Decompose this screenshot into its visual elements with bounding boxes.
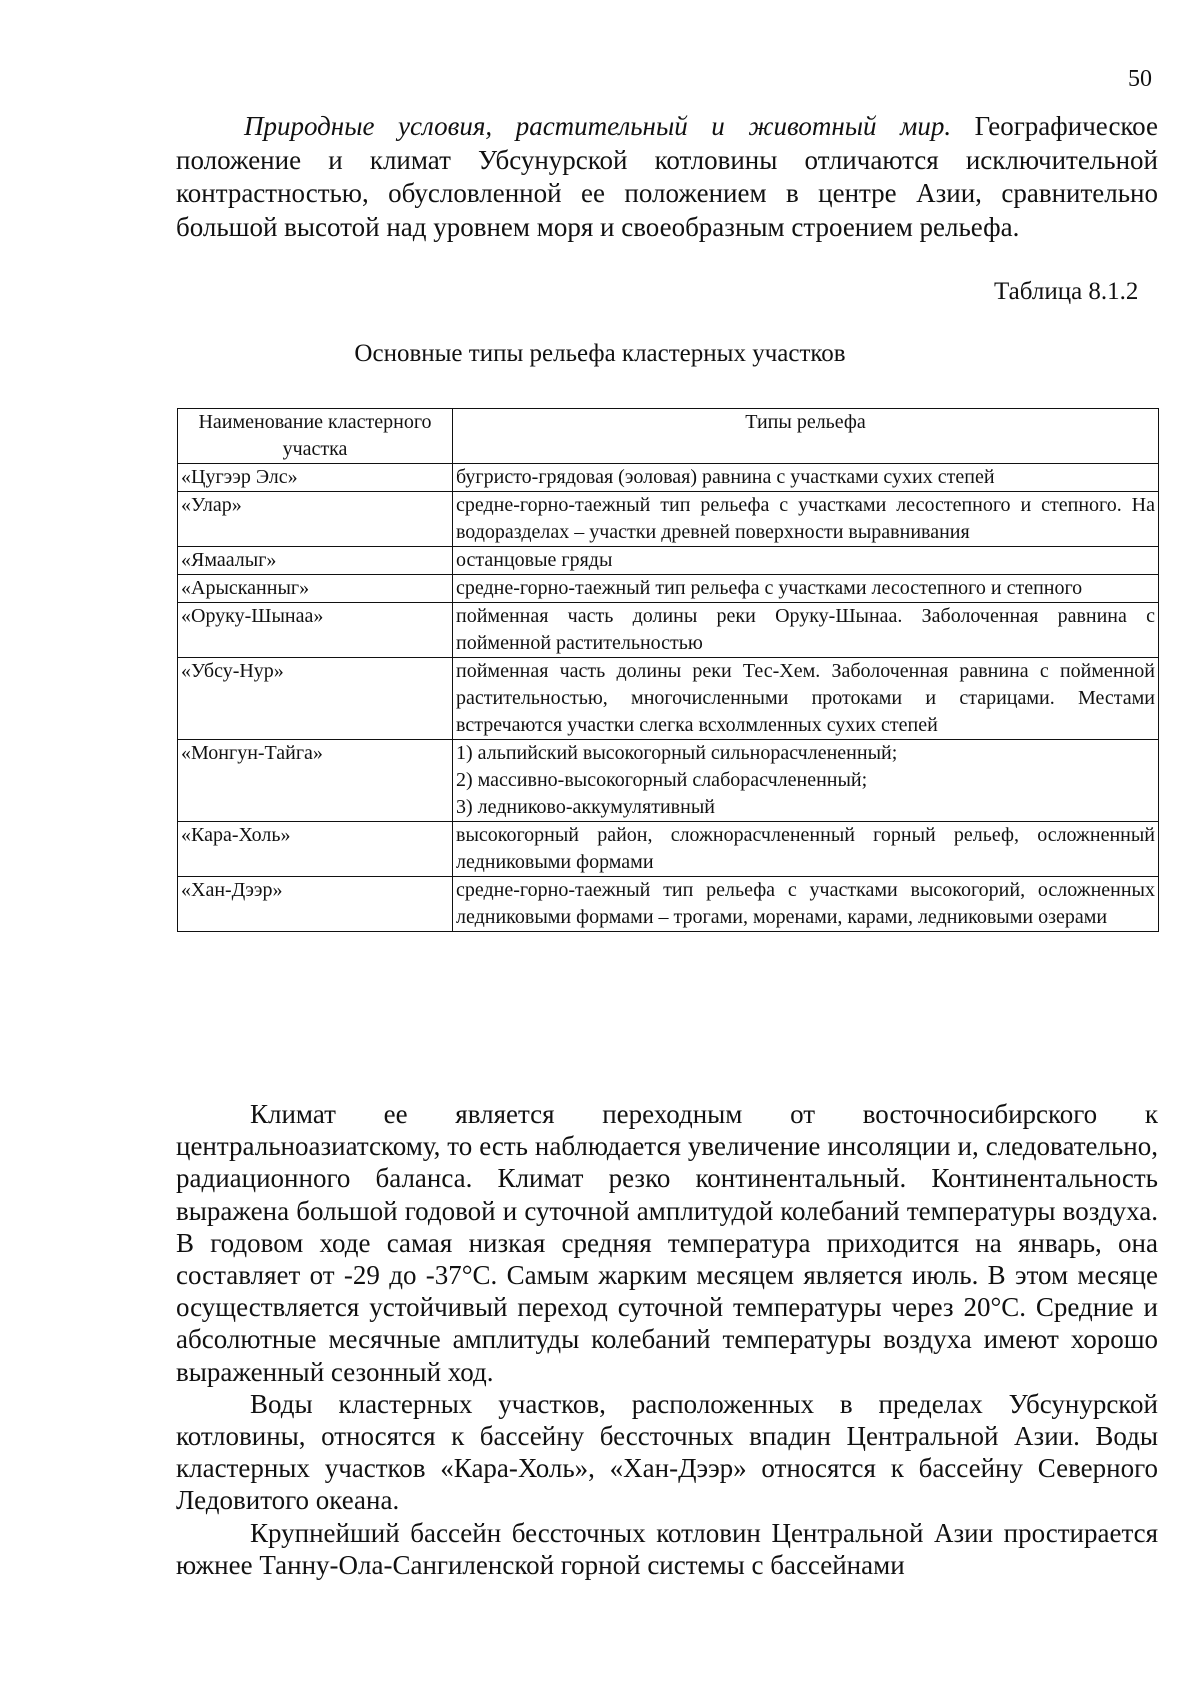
relief-table — [177, 408, 1159, 932]
relief-type-cell — [453, 547, 1159, 575]
relief-type-line: средне-горно-таежный тип рельефа с участками лесостепного и степного. На водоразделах – участки древней поверхности выравнивания — [456, 494, 1155, 543]
table-row — [178, 822, 1159, 877]
table-header-row — [178, 409, 1159, 464]
relief-type-cell — [453, 575, 1159, 603]
table-row — [178, 877, 1159, 932]
cluster-name-cell: «Цугээр Элс» — [178, 464, 453, 492]
relief-type-line: 1) альпийский высокогорный сильнорасчлененный; — [456, 742, 898, 764]
table-row — [178, 464, 1159, 492]
table-row — [178, 658, 1159, 740]
relief-type-cell — [453, 464, 1159, 492]
table-row — [178, 603, 1159, 658]
relief-type-line: пойменная часть долины реки Тес-Хем. Заболоченная равнина с пойменной растительностью, многочисленными протоками и старицами. Местами встречаются участки слегка всхолмленных сухих степей — [456, 660, 1155, 736]
relief-type-line: останцовые гряды — [456, 549, 613, 571]
cluster-name-cell: «Кара-Холь» — [178, 822, 453, 877]
intro-text: Географическое положение и климат Убсунурской котловины отличаются исключительной контрастностью, обусловленной ее положением в центре Азии, сравнительно большой высотой над уровнем моря и своеобразным строением рельефа. — [176, 111, 1158, 242]
relief-type-line: 2) массивно-высокогорный слаборасчлененный; — [456, 769, 868, 791]
relief-type-line: 3) ледниково-аккумулятивный — [456, 796, 715, 818]
relief-type-line: пойменная часть долины реки Оруку-Шынаа. Заболоченная равнина с пойменной растительностью — [456, 605, 1155, 654]
relief-type-cell — [453, 658, 1159, 740]
cluster-name-cell: «Улар» — [178, 492, 453, 547]
cluster-name-cell: «Арысканныг» — [178, 575, 453, 603]
table-row — [178, 575, 1159, 603]
table-row — [178, 492, 1159, 547]
relief-type-line: бугристо-грядовая (эоловая) равнина с участками сухих степей — [456, 466, 995, 488]
body-text — [176, 1098, 1158, 1581]
intro-heading: Природные условия, растительный и животный мир. — [244, 111, 952, 141]
relief-type-cell — [453, 492, 1159, 547]
cluster-name-cell: «Оруку-Шынаа» — [178, 603, 453, 658]
table-row — [178, 740, 1159, 822]
header-types: Типы рельефа — [453, 409, 1159, 464]
cluster-name-cell: «Хан-Дээр» — [178, 877, 453, 932]
header-name: Наименование кластерного участка — [178, 409, 453, 464]
intro-paragraph — [176, 110, 1158, 244]
cluster-name-cell: «Убсу-Нур» — [178, 658, 453, 740]
cluster-name-cell: «Монгун-Тайга» — [178, 740, 453, 822]
body-paragraph: Воды кластерных участков, расположенных в пределах Убсунурской котловины, относятся к бассейну бессточных впадин Центральной Азии. Воды кластерных участков «Кара-Холь», «Хан-Дээр» относятся к бассейну Северного Ледовитого океана. — [176, 1388, 1158, 1516]
table-row — [178, 547, 1159, 575]
body-paragraph: Крупнейший бассейн бессточных котловин Центральной Азии простирается южнее Танну-Ола-Сангиленской горной системы с бассейнами — [176, 1517, 1158, 1580]
body-paragraph: Климат ее является переходным от восточносибирского к центральноазиатскому, то есть наблюдается увеличение инсоляции и, следовательно, радиационного баланса. Климат резко континентальный. Континентальность выражена большой годовой и суточной амплитудой колебаний температуры воздуха. В годовом ходе самая низкая средняя температура приходится на январь, она составляет от -29 до -37°С. Самым жарким месяцем является июль. В этом месяце осуществляется устойчивый переход суточной температуры через 20°С. Средние и абсолютные месячные амплитуды колебаний температуры воздуха имеют хорошо выраженный сезонный ход. — [176, 1099, 1158, 1387]
relief-type-cell — [453, 822, 1159, 877]
table-label: Таблица 8.1.2 — [994, 278, 1139, 305]
relief-type-line: средне-горно-таежный тип рельефа с участками лесостепного и степного — [456, 577, 1083, 599]
relief-type-cell — [453, 603, 1159, 658]
relief-table-body — [178, 464, 1159, 932]
relief-type-line: средне-горно-таежный тип рельефа с участками высокогорий, осложненных ледниковыми формами – трогами, моренами, карами, ледниковыми озерами — [456, 879, 1155, 928]
page-number: 50 — [1128, 66, 1152, 92]
relief-type-cell — [453, 740, 1159, 822]
relief-type-line: высокогорный район, сложнорасчлененный горный рельеф, осложненный ледниковыми формами — [456, 824, 1155, 873]
relief-type-cell — [453, 877, 1159, 932]
table-title: Основные типы рельефа кластерных участков — [354, 340, 846, 367]
cluster-name-cell: «Ямаалыг» — [178, 547, 453, 575]
